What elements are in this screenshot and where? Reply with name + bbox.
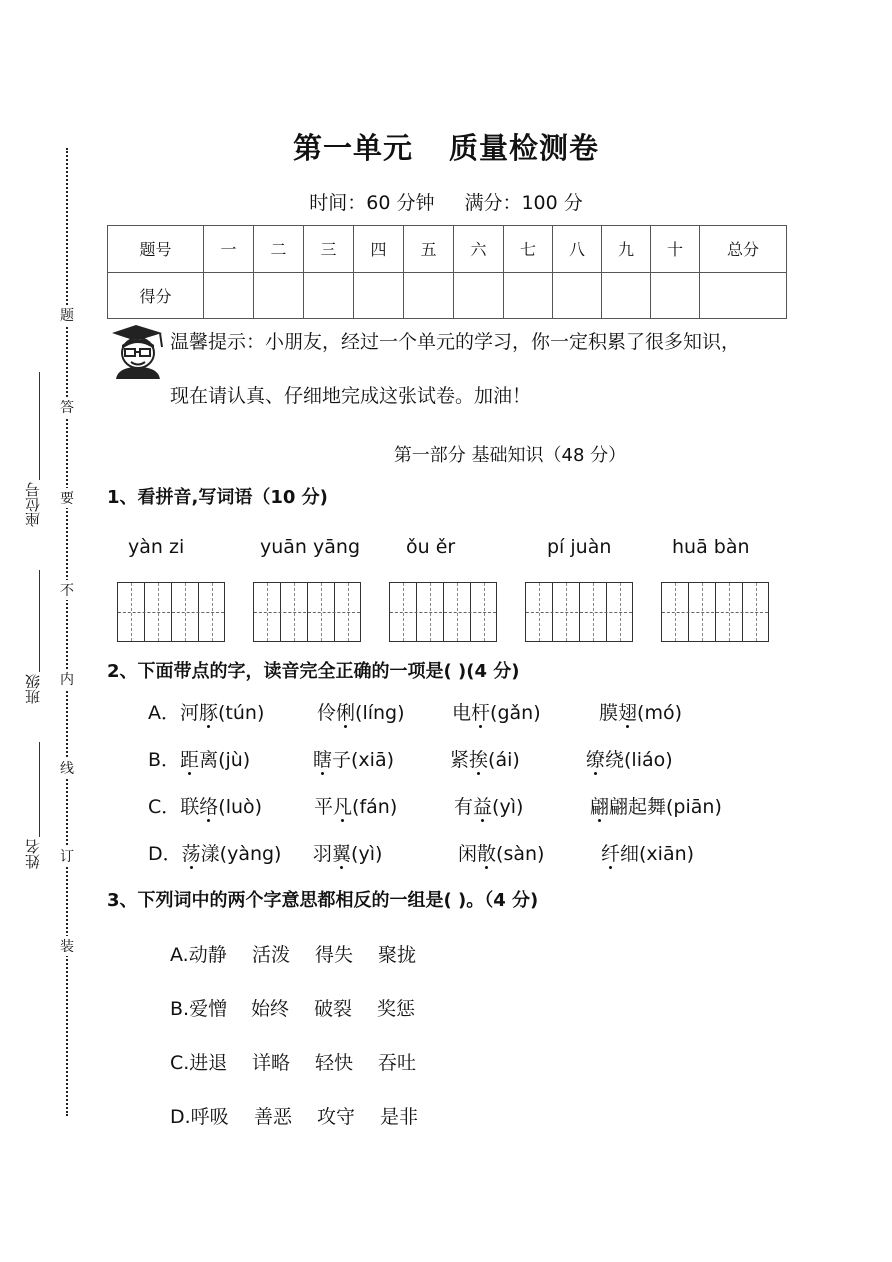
score-table — [107, 225, 787, 319]
option-b-item: B．距离(jù) — [148, 749, 251, 771]
option-b-item: 瞎子(xiā) — [313, 749, 395, 771]
score-value-row — [108, 272, 787, 319]
q3-option-word: 聚拢 — [378, 944, 417, 966]
question-2-title: 2、下面带点的字，读音完全正确的一项是( )(4 分) — [107, 661, 520, 682]
table-cell: 得分 — [108, 272, 204, 319]
q3-option-word: D.呼吸 — [170, 1106, 229, 1128]
q3-option-word: 攻守 — [317, 1106, 356, 1128]
score-input-cell[interactable] — [504, 272, 553, 319]
score-header-row — [108, 226, 787, 273]
pinyin-prompt: yàn zi — [128, 536, 185, 558]
score-input-cell[interactable] — [454, 272, 504, 319]
table-cell: 六 — [454, 226, 504, 273]
q3-option-word: 吞吐 — [378, 1052, 417, 1074]
score-input-cell[interactable] — [404, 272, 454, 319]
table-cell: 七 — [504, 226, 553, 273]
score-input-cell[interactable] — [700, 272, 787, 319]
score-input-cell[interactable] — [602, 272, 651, 319]
score-input-cell[interactable] — [354, 272, 404, 319]
table-cell: 八 — [553, 226, 602, 273]
writing-grid[interactable] — [253, 582, 361, 642]
option-d-item: 羽翼(yì) — [313, 843, 383, 865]
score-input-cell[interactable] — [204, 272, 254, 319]
q3-option-word: 始终 — [251, 998, 290, 1020]
option-d-item: D．荡漾(yàng) — [148, 843, 282, 865]
option-c-item: 平凡(fán) — [314, 796, 398, 818]
pinyin-prompt: huā bàn — [672, 536, 750, 558]
name-field[interactable] — [39, 742, 40, 837]
time-limit: 时间：60 分钟 — [309, 192, 435, 214]
table-cell: 四 — [354, 226, 404, 273]
student-cartoon-icon — [108, 323, 166, 379]
margin-char: 线 — [60, 758, 74, 778]
q3-option-word: 奖惩 — [377, 998, 416, 1020]
pinyin-prompt: yuān yāng — [260, 536, 361, 558]
score-input-cell[interactable] — [553, 272, 602, 319]
title-name: 质量检测卷 — [449, 131, 600, 165]
q3-option-word: 善恶 — [254, 1106, 293, 1128]
option-a-item: 电杆(gǎn) — [452, 702, 541, 724]
option-c-item: 翩翩起舞(piān) — [590, 796, 722, 818]
table-cell: 二 — [254, 226, 304, 273]
margin-char: 要 — [60, 488, 74, 508]
q3-option-word: B.爱憎 — [170, 998, 228, 1020]
class-field[interactable] — [39, 570, 40, 672]
margin-char: 不 — [60, 580, 74, 600]
part-heading: 第一部分 基础知识（48 分） — [393, 445, 627, 466]
option-a-item: 伶俐(líng) — [317, 702, 405, 724]
title-unit: 第一单元 — [292, 131, 413, 165]
pinyin-prompt: pí juàn — [547, 536, 612, 558]
exam-info — [0, 188, 892, 215]
writing-grid[interactable] — [525, 582, 633, 642]
q3-option-word: A.动静 — [170, 944, 227, 966]
option-b-item: 紧挨(ái) — [450, 749, 520, 771]
option-a-item: 膜翅(mó) — [599, 702, 682, 724]
score-input-cell[interactable] — [254, 272, 304, 319]
pinyin-prompt: ǒu ěr — [406, 536, 456, 558]
table-cell: 十 — [651, 226, 700, 273]
seat-number-label: 座位号 — [24, 482, 42, 527]
tip-line-2: 现在请认真、仔细地完成这张试卷。加油！ — [170, 385, 532, 407]
option-a-item: A．河豚(tún) — [148, 702, 265, 724]
tip-line-1: 温馨提示：小朋友，经过一个单元的学习，你一定积累了很多知识， — [170, 331, 741, 353]
q3-option-word: 破裂 — [314, 998, 353, 1020]
score-input-cell[interactable] — [651, 272, 700, 319]
q3-option-word: C.进退 — [170, 1052, 228, 1074]
q3-option-word: 活泼 — [252, 944, 291, 966]
name-label: 姓名 — [24, 839, 42, 869]
margin-char: 内 — [60, 669, 74, 689]
table-cell: 五 — [404, 226, 454, 273]
table-cell: 九 — [602, 226, 651, 273]
full-score: 满分：100 分 — [464, 192, 583, 214]
option-d-item: 闲散(sàn) — [458, 843, 545, 865]
writing-grid[interactable] — [389, 582, 497, 642]
option-c-item: C．联络(luò) — [148, 796, 263, 818]
option-c-item: 有益(yì) — [454, 796, 524, 818]
table-cell: 一 — [204, 226, 254, 273]
q3-option-word: 是非 — [380, 1106, 419, 1128]
score-input-cell[interactable] — [304, 272, 354, 319]
class-label: 班级 — [24, 674, 42, 704]
binding-dotted-line — [66, 148, 68, 1116]
option-b-item: 缭绕(liáo) — [586, 749, 673, 771]
q3-option-word: 轻快 — [315, 1052, 354, 1074]
q3-option-word: 得失 — [315, 944, 354, 966]
page-title — [0, 126, 892, 167]
writing-grid[interactable] — [661, 582, 769, 642]
margin-char: 装 — [60, 936, 74, 956]
question-3-title: 3、下列词中的两个字意思都相反的一组是( )。（4 分) — [107, 890, 539, 911]
table-cell: 总分 — [700, 226, 787, 273]
margin-char: 题 — [60, 305, 74, 325]
q3-option-word: 详略 — [252, 1052, 291, 1074]
table-cell: 题号 — [108, 226, 204, 273]
margin-char: 答 — [60, 397, 74, 417]
question-1-title: 1、看拼音,写词语（10 分) — [107, 487, 328, 508]
option-d-item: 纤细(xiān) — [601, 843, 695, 865]
writing-grid[interactable] — [117, 582, 225, 642]
table-cell: 三 — [304, 226, 354, 273]
margin-char: 订 — [60, 846, 74, 866]
